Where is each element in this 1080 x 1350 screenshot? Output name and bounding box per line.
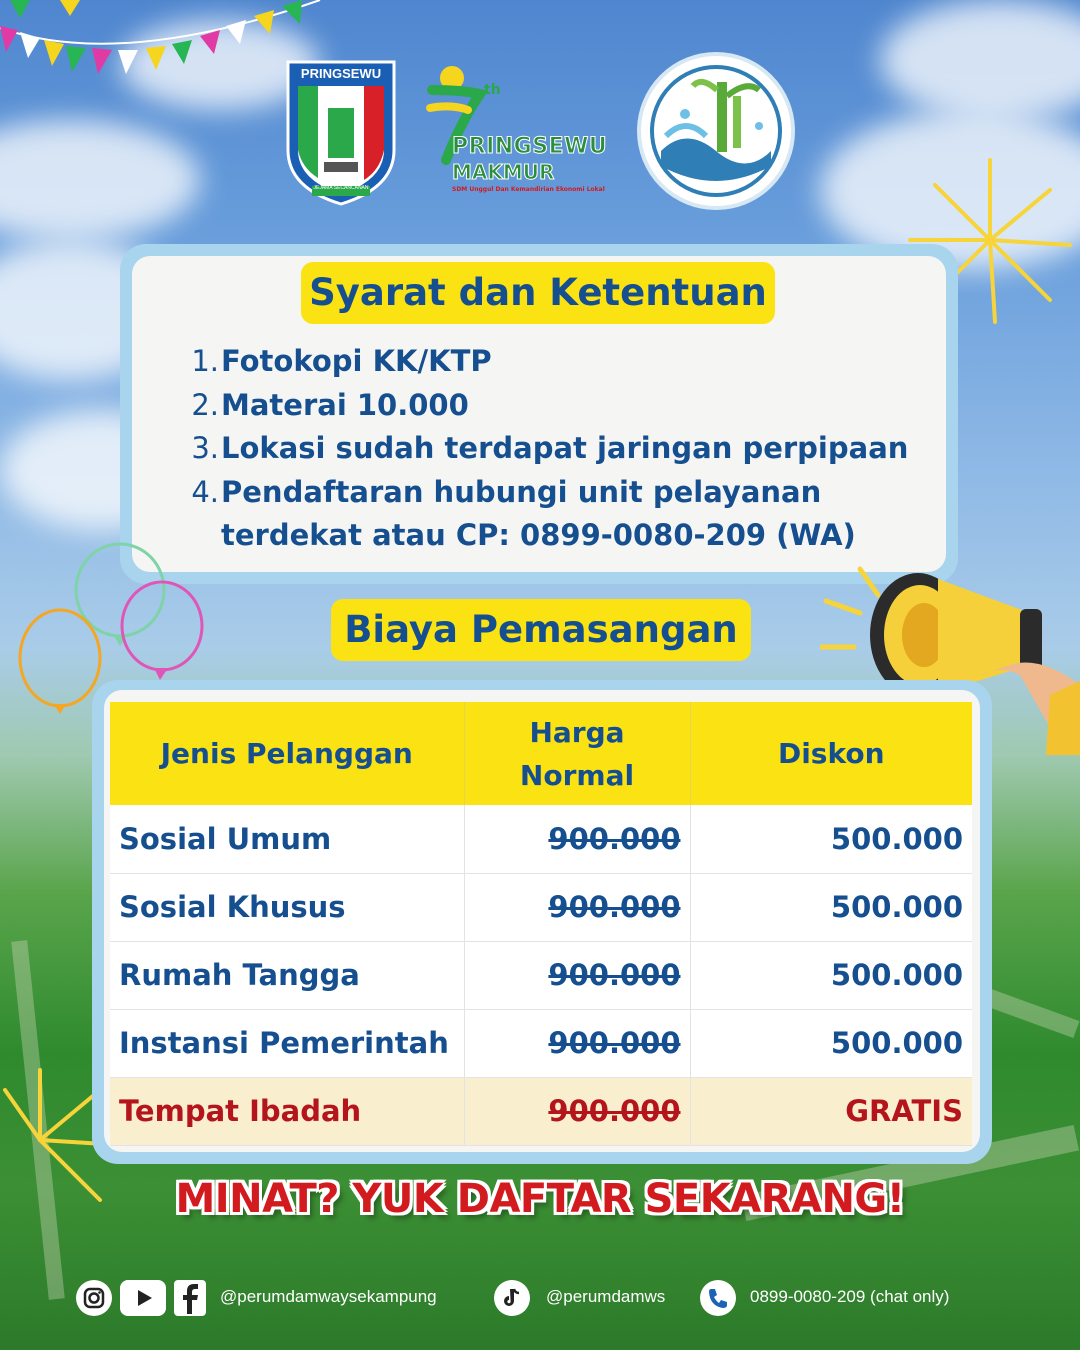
terms-item-text: Lokasi sudah terdapat jaringan perpipaan: [221, 431, 909, 465]
fees-table: [110, 702, 972, 1146]
discount-price: 500.000: [690, 805, 972, 873]
tiktok-icon[interactable]: [494, 1280, 530, 1316]
terms-item-number: 3.: [191, 431, 219, 465]
phone-number[interactable]: 0899-0080-209 (chat only): [750, 1287, 950, 1306]
table-row: [110, 941, 972, 1009]
customer-type: Sosial Umum: [110, 805, 464, 873]
normal-price: 900.000: [464, 805, 690, 873]
terms-item-text: Pendaftaran hubungi unit pelayanan terdekat atau CP: 0899-0080-209 (WA): [221, 474, 856, 552]
instagram-icon[interactable]: [76, 1280, 112, 1316]
normal-price: 900.000: [464, 1009, 690, 1077]
discount-price: 500.000: [690, 873, 972, 941]
header-normal-line1: Harga: [529, 715, 625, 749]
table-row: [110, 1009, 972, 1077]
normal-price: 900.000: [464, 873, 690, 941]
discount-price: 500.000: [690, 1009, 972, 1077]
discount-price: GRATIS: [690, 1077, 972, 1145]
terms-title: Syarat dan Ketentuan: [301, 262, 775, 324]
facebook-icon[interactable]: [174, 1280, 206, 1316]
phone-icon[interactable]: [700, 1280, 736, 1316]
customer-type: Rumah Tangga: [110, 941, 464, 1009]
terms-item: [185, 340, 945, 384]
header-customer-type: Jenis Pelanggan: [110, 702, 464, 805]
youtube-icon[interactable]: [120, 1280, 166, 1316]
terms-item-number: 4.: [191, 474, 219, 509]
terms-item: [185, 427, 945, 471]
anniversary-sup: th: [484, 82, 501, 98]
terms-item: [185, 471, 945, 558]
customer-type: Instansi Pemerintah: [110, 1009, 464, 1077]
terms-item-number: 2.: [191, 387, 219, 422]
terms-item-number: 1.: [191, 344, 219, 378]
shield-motto: JEJAMA SECANCANAN: [313, 185, 369, 191]
anniversary-logo: [422, 60, 622, 202]
header-normal-price: [464, 702, 690, 805]
header-discount: Diskon: [690, 702, 972, 805]
anniversary-line2: MAKMUR: [452, 160, 555, 184]
discount-price: 500.000: [690, 941, 972, 1009]
terms-list: [185, 340, 945, 558]
shield-label: PRINGSEWU: [300, 66, 382, 81]
fees-title: Biaya Pemasangan: [331, 599, 751, 661]
call-to-action: MINAT? YUK DAFTAR SEKARANG!: [175, 1176, 905, 1222]
normal-price: 900.000: [464, 941, 690, 1009]
pringsewu-shield-logo: [284, 58, 398, 206]
logo-row: [0, 52, 1080, 212]
customer-type: Tempat Ibadah: [110, 1077, 464, 1145]
footer: [76, 1280, 1016, 1318]
header-normal-line2: Normal: [519, 758, 635, 792]
anniversary-line1: PRINGSEWU: [452, 134, 608, 159]
terms-item: [185, 384, 945, 428]
social-handle[interactable]: @perumdamwaysekampung: [220, 1287, 437, 1306]
normal-price: 900.000: [464, 1077, 690, 1145]
tiktok-handle[interactable]: @perumdamws: [546, 1287, 666, 1306]
customer-type: Sosial Khusus: [110, 873, 464, 941]
terms-item-text: Materai 10.000: [221, 387, 469, 422]
anniversary-tagline: SDM Unggul Dan Kemandirian Ekonomi Lokal: [452, 186, 605, 193]
table-row-highlight: [110, 1077, 972, 1145]
water-bamboo-logo: [637, 52, 795, 210]
table-row: [110, 805, 972, 873]
terms-item-text: Fotokopi KK/KTP: [221, 344, 492, 378]
table-row: [110, 873, 972, 941]
fees-header-row: [110, 702, 972, 805]
